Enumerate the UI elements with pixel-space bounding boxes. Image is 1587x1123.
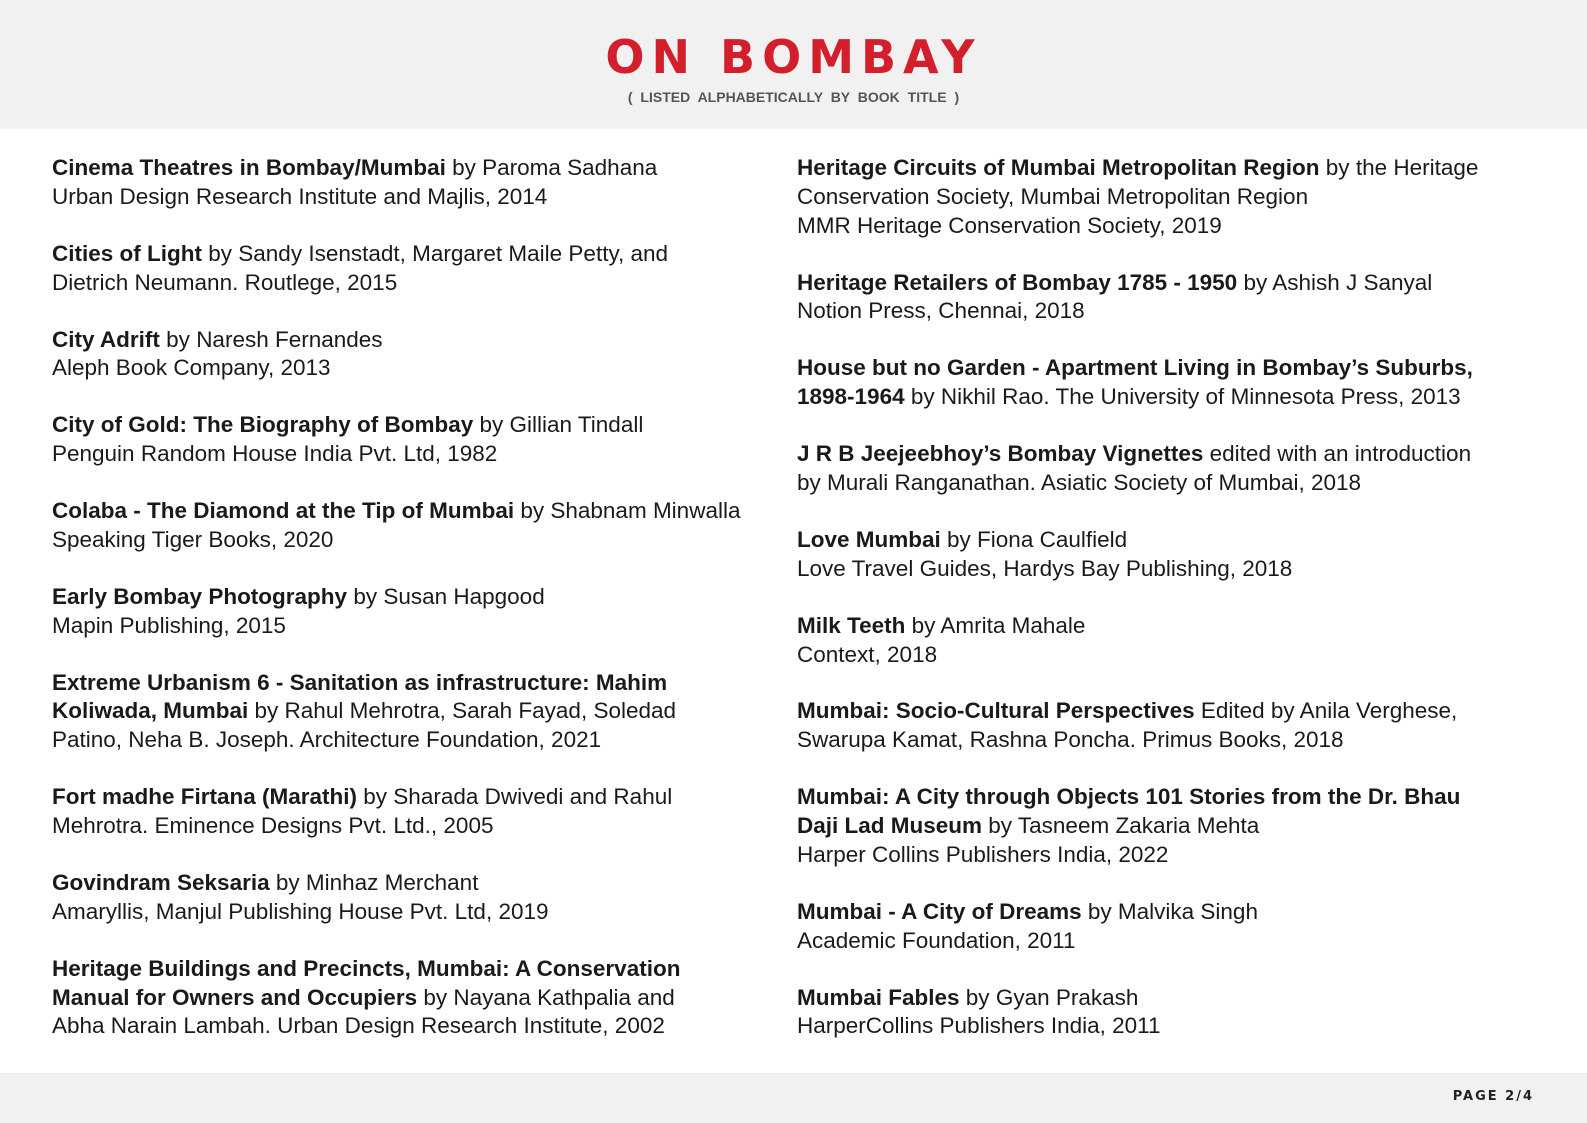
page-footer	[0, 1073, 1587, 1123]
book-title: Extreme Urbanism 6 - Sanitation as infrastructure: Mahim	[52, 669, 668, 695]
page-header	[0, 0, 1587, 129]
book-author: by Susan Hapgood	[347, 583, 545, 609]
book-author: by Ashish J Sanyal	[1237, 269, 1433, 295]
book-author: by Minhaz Merchant	[269, 870, 479, 896]
book-entry	[52, 411, 787, 469]
book-title-cont: Manual for Owners and Occupiers	[52, 984, 418, 1010]
book-title: Govindram Seksaria	[52, 870, 270, 896]
book-title: Heritage Circuits of Mumbai Metropolitan Region	[797, 155, 1320, 180]
book-title: Early Bombay Photography	[52, 583, 348, 609]
book-author-cont: Conservation Society, Mumbai Metropolitan Region	[797, 183, 1309, 209]
book-publisher: Academic Foundation, 2011	[797, 927, 1076, 953]
book-author: edited with an introduction	[1203, 441, 1472, 467]
book-title: Mumbai: Socio-Cultural Perspectives	[797, 698, 1195, 724]
book-entry	[797, 783, 1537, 869]
left-column	[52, 154, 787, 1069]
book-publisher: Harper Collins Publishers India, 2022	[797, 841, 1169, 867]
book-title: City Adrift	[52, 326, 160, 352]
book-entry	[797, 354, 1537, 412]
book-publisher: Urban Design Research Institute and Majlis, 2014	[52, 183, 548, 209]
book-entry	[797, 697, 1537, 755]
book-title: Heritage Buildings and Precincts, Mumbai: A Conservation	[52, 955, 681, 981]
book-publisher: Swarupa Kamat, Rashna Poncha. Primus Books, 2018	[797, 727, 1344, 753]
book-entry	[797, 898, 1537, 956]
book-author: by Shabnam Minwalla	[514, 498, 741, 524]
book-author: by Nayana Kathpalia and	[417, 984, 675, 1010]
book-title-cont: Koliwada, Mumbai	[52, 698, 249, 724]
book-title-cont: Daji Lad Museum	[797, 813, 983, 839]
book-author: by Fiona Caulfield	[940, 526, 1128, 552]
book-publisher: MMR Heritage Conservation Society, 2019	[797, 212, 1222, 238]
book-publisher: Love Travel Guides, Hardys Bay Publishing, 2018	[797, 555, 1293, 581]
book-title: Heritage Retailers of Bombay 1785 - 1950	[797, 269, 1238, 295]
book-author: by Rahul Mehrotra, Sarah Fayad, Soledad	[248, 698, 677, 724]
book-publisher: Penguin Random House India Pvt. Ltd, 1982	[52, 441, 498, 467]
book-author: by Naresh Fernandes	[159, 326, 383, 352]
book-title: Mumbai - A City of Dreams	[797, 898, 1082, 924]
book-entry	[52, 497, 787, 555]
book-title: Cinema Theatres in Bombay/Mumbai	[52, 155, 446, 180]
book-entry	[52, 955, 787, 1041]
page-title: ON BOMBAY	[605, 30, 982, 84]
book-publisher: Notion Press, Chennai, 2018	[797, 298, 1085, 324]
book-title: Love Mumbai	[797, 526, 941, 552]
book-publisher: Mehrotra. Eminence Designs Pvt. Ltd., 2005	[52, 813, 494, 839]
book-author: by Nikhil Rao. The University of Minnesota Press, 2013	[904, 384, 1461, 410]
book-publisher: Speaking Tiger Books, 2020	[52, 526, 334, 552]
book-entry	[797, 154, 1537, 240]
book-author: by Sharada Dwivedi and Rahul	[357, 784, 673, 810]
book-author: by Gillian Tindall	[473, 412, 644, 438]
book-publisher: Amaryllis, Manjul Publishing House Pvt. Ltd, 2019	[52, 898, 549, 924]
book-title: Mumbai Fables	[797, 984, 960, 1010]
page-subtitle: ( LISTED ALPHABETICALLY BY BOOK TITLE )	[627, 89, 960, 105]
book-author: by Gyan Prakash	[959, 984, 1139, 1010]
book-publisher: Aleph Book Company, 2013	[52, 355, 331, 381]
book-entry	[797, 612, 1537, 670]
book-title: City of Gold: The Biography of Bombay	[52, 412, 474, 438]
book-entry	[52, 154, 787, 212]
book-publisher: Abha Narain Lambah. Urban Design Research Institute, 2002	[52, 1013, 665, 1039]
book-entry	[52, 869, 787, 927]
book-entry	[52, 783, 787, 841]
book-entry	[797, 984, 1537, 1042]
book-title: House but no Garden - Apartment Living in Bombay’s Suburbs,	[797, 355, 1473, 381]
book-publisher: Dietrich Neumann. Routlege, 2015	[52, 269, 398, 295]
book-author: Edited by Anila Verghese,	[1194, 698, 1458, 724]
book-author: by Malvika Singh	[1081, 898, 1258, 924]
book-entry	[52, 240, 787, 298]
book-entry	[797, 526, 1537, 584]
book-title: Mumbai: A City through Objects 101 Stories from the Dr. Bhau	[797, 784, 1461, 810]
book-entry	[797, 440, 1537, 498]
book-title: Milk Teeth	[797, 612, 906, 638]
book-title: Colaba - The Diamond at the Tip of Mumbai	[52, 498, 515, 524]
book-publisher: Context, 2018	[797, 641, 938, 667]
book-publisher: Mapin Publishing, 2015	[52, 612, 286, 638]
book-entry	[52, 583, 787, 641]
book-author: by Paroma Sadhana	[445, 155, 658, 180]
book-entry	[52, 669, 787, 755]
book-title: Fort madhe Firtana (Marathi)	[52, 784, 358, 810]
book-publisher: Patino, Neha B. Joseph. Architecture Foundation, 2021	[52, 727, 602, 753]
book-entry	[52, 326, 787, 384]
book-title-cont: 1898-1964	[797, 384, 905, 410]
book-publisher: HarperCollins Publishers India, 2011	[797, 1013, 1161, 1039]
book-author: by the Heritage	[1319, 155, 1479, 180]
book-author: by Sandy Isenstadt, Margaret Maile Petty, and	[202, 240, 669, 266]
book-title: J R B Jeejeebhoy’s Bombay Vignettes	[797, 441, 1204, 467]
book-title: Cities of Light	[52, 240, 202, 266]
right-column	[797, 154, 1537, 1069]
book-author: by Amrita Mahale	[905, 612, 1086, 638]
page-number: PAGE 2/4	[1452, 1089, 1534, 1104]
book-publisher: by Murali Ranganathan. Asiatic Society of Mumbai, 2018	[797, 469, 1362, 495]
book-author: by Tasneem Zakaria Mehta	[982, 813, 1260, 839]
book-entry	[797, 269, 1537, 327]
